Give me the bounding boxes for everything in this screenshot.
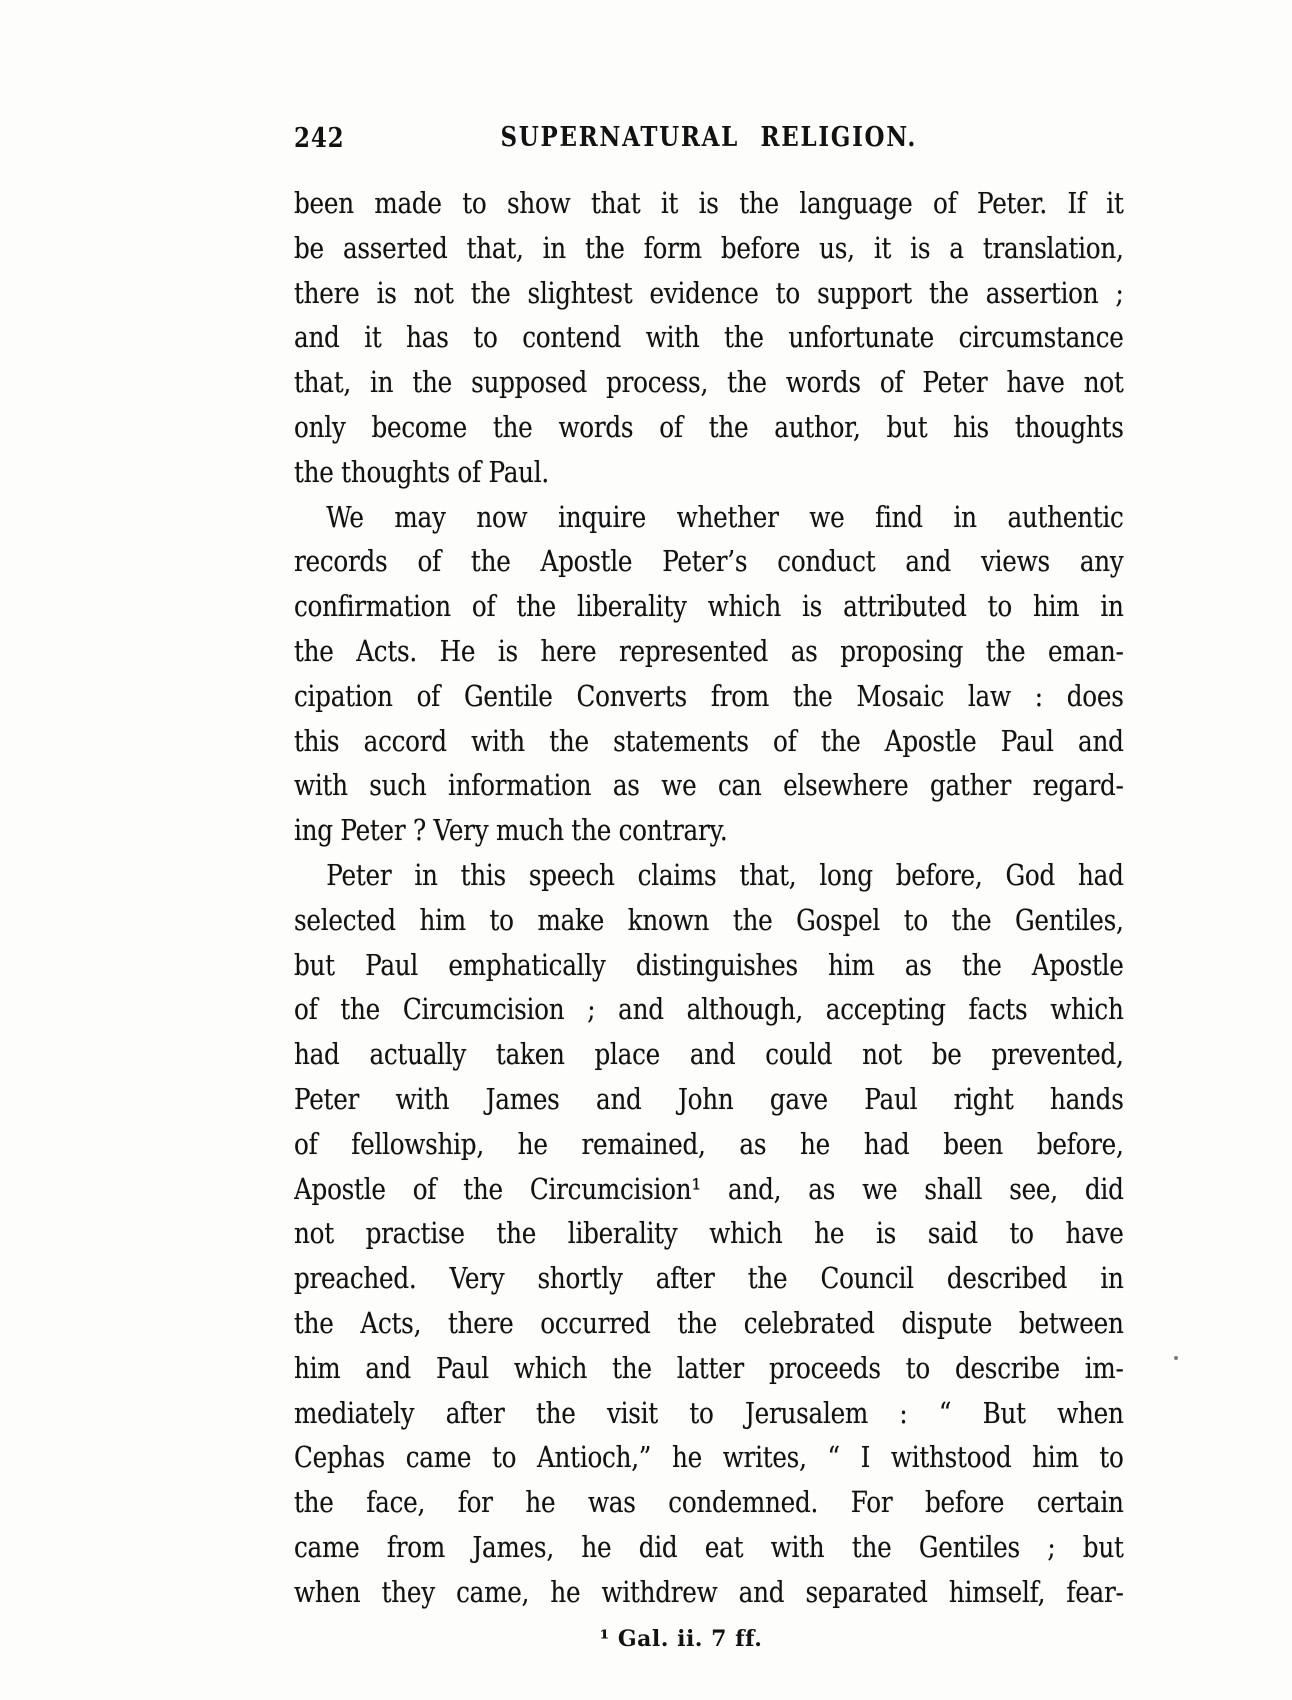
running-title: SUPERNATURAL RELIGION. bbox=[500, 122, 918, 153]
text-line: selected him to make known the Gospel to the Gentiles, bbox=[294, 902, 1124, 937]
text-line: came from James, he did eat with the Gentiles ; but bbox=[294, 1529, 1124, 1564]
text-line: confirmation of the liberality which is attributed to him in bbox=[294, 589, 1124, 624]
text-line: records of the Apostle Peter’s conduct and views any bbox=[294, 544, 1124, 579]
text-line: the thoughts of Paul. bbox=[294, 454, 549, 489]
text-line: cipation of Gentile Converts from the Mosaic law : does bbox=[294, 678, 1124, 713]
body-text bbox=[294, 181, 1124, 1615]
text-line: that, in the supposed process, the words of Peter have not bbox=[294, 365, 1124, 400]
text-line: of the Circumcision ; and although, accepting facts which bbox=[294, 992, 1124, 1027]
text-line: only become the words of the author, but his thoughts bbox=[294, 409, 1124, 444]
print-speck bbox=[1174, 1356, 1178, 1360]
text-line: We may now inquire whether we find in authentic bbox=[326, 499, 1124, 534]
text-line: Cephas came to Antioch,” he writes, “ I withstood him to bbox=[294, 1440, 1124, 1475]
text-line: Peter in this speech claims that, long before, God had bbox=[326, 857, 1124, 892]
text-line: him and Paul which the latter proceeds to describe im- bbox=[294, 1350, 1124, 1385]
text-line: the Acts. He is here represented as proposing the eman- bbox=[294, 633, 1124, 668]
text-line: mediately after the visit to Jerusalem : “ But when bbox=[294, 1395, 1124, 1430]
text-line: been made to show that it is the language of Peter. If it bbox=[294, 186, 1124, 220]
page-header bbox=[294, 122, 1124, 162]
text-line: the Acts, there occurred the celebrated dispute between bbox=[294, 1305, 1124, 1340]
text-line: there is not the slightest evidence to support the assertion ; bbox=[294, 275, 1124, 310]
text-line: this accord with the statements of the Apostle Paul and bbox=[294, 723, 1124, 758]
text-line: and it has to contend with the unfortunate circumstance bbox=[294, 320, 1124, 355]
text-line: ing Peter ? Very much the contrary. bbox=[294, 813, 728, 848]
text-line: Apostle of the Circumcision¹ and, as we shall see, did bbox=[294, 1171, 1124, 1206]
text-line: not practise the liberality which he is said to have bbox=[294, 1216, 1124, 1251]
text-line: when they came, he withdrew and separated himself, fear- bbox=[294, 1574, 1124, 1609]
text-line: but Paul emphatically distinguishes him as the Apostle bbox=[294, 947, 1124, 982]
page-number: 242 bbox=[294, 123, 345, 154]
footnote: ¹ Gal. ii. 7 ff. bbox=[599, 1626, 763, 1652]
text-line: of fellowship, he remained, as he had been before, bbox=[294, 1126, 1124, 1161]
text-line: with such information as we can elsewhere gather regard- bbox=[294, 768, 1124, 803]
text-line: Peter with James and John gave Paul right hands bbox=[294, 1081, 1124, 1116]
text-line: had actually taken place and could not be prevented, bbox=[294, 1037, 1124, 1072]
text-line: the face, for he was condemned. For before certain bbox=[294, 1485, 1124, 1520]
text-line: preached. Very shortly after the Council described in bbox=[294, 1261, 1124, 1296]
text-line: be asserted that, in the form before us, it is a translation, bbox=[294, 230, 1124, 265]
